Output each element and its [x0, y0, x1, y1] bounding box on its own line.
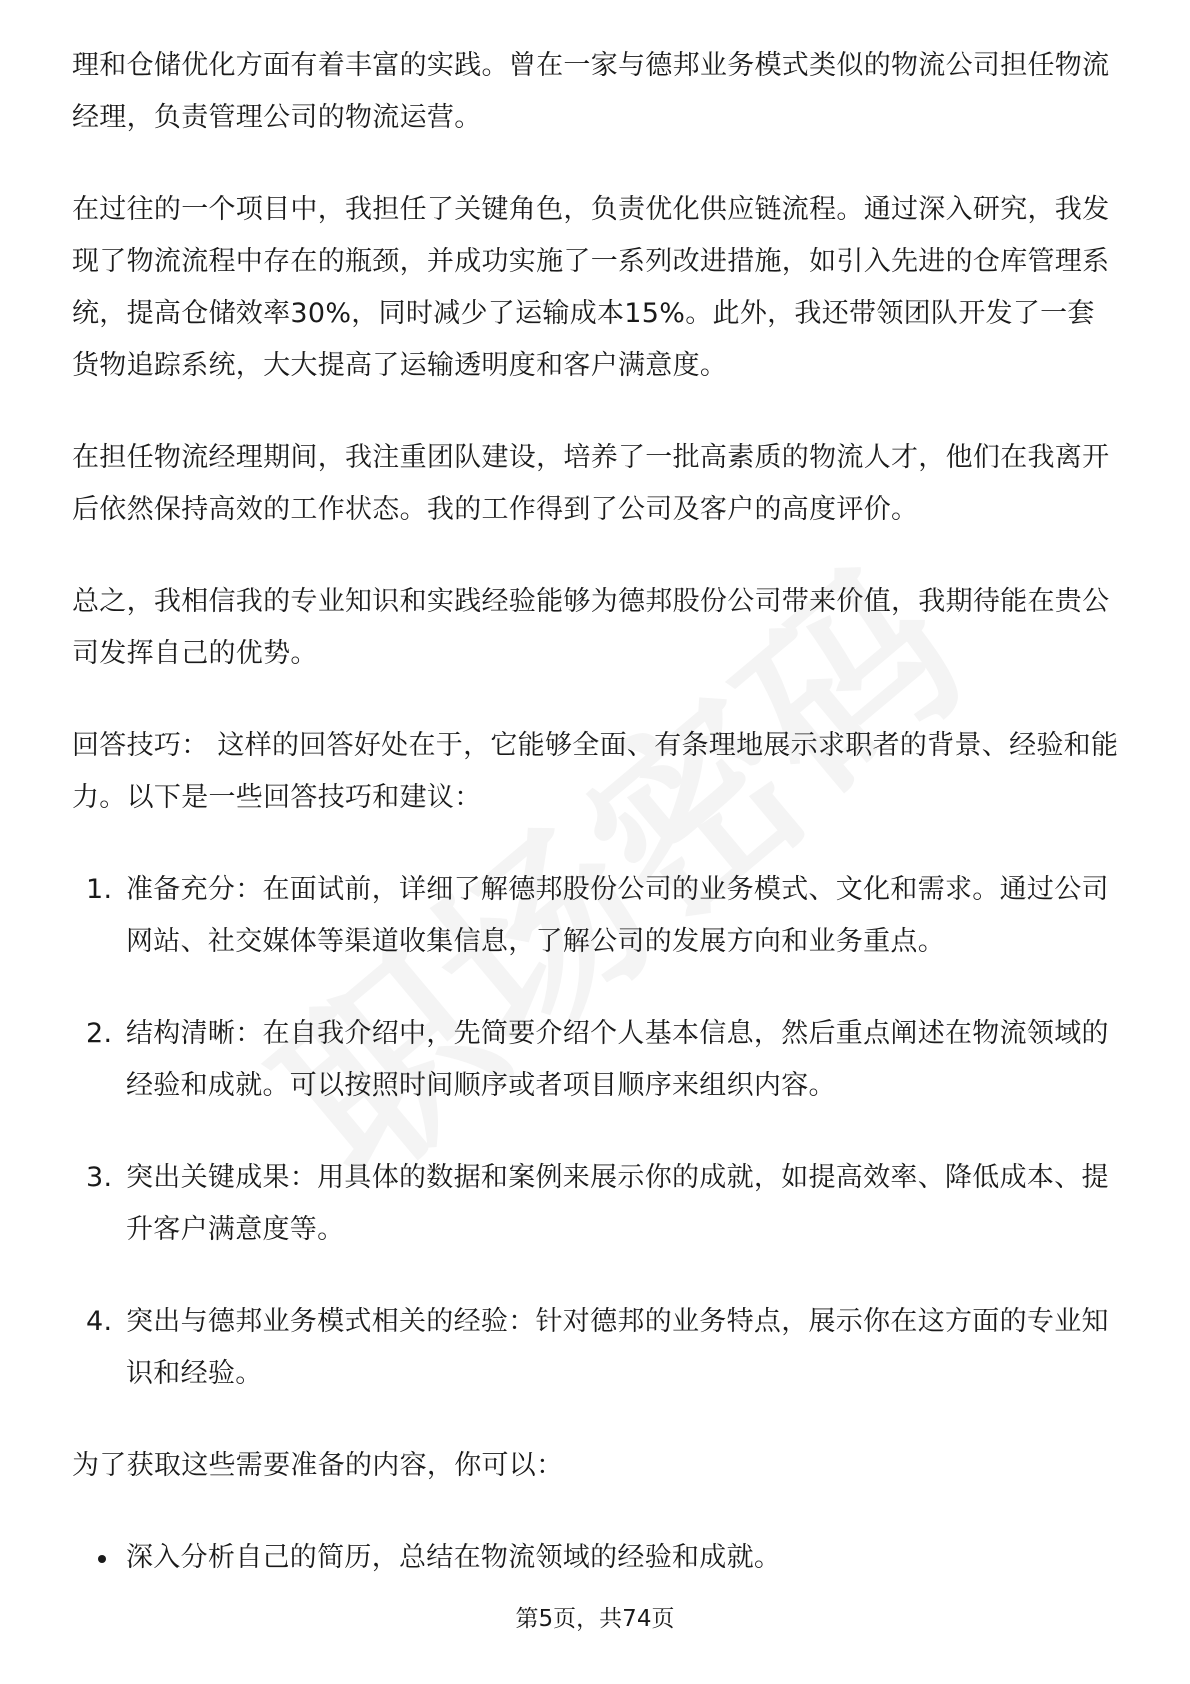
page-content	[72, 40, 1122, 1624]
list-item-text: 结构清晰：在自我介绍中，先简要介绍个人基本信息，然后重点阐述在物流领域的经验和成就。可以按照时间顺序或者项目顺序来组织内容。	[126, 1018, 1109, 1101]
list-number: 2.	[86, 1018, 113, 1049]
list-item-text: 突出关键成果：用具体的数据和案例来展示你的成就，如提高效率、降低成本、提升客户满意度等。	[126, 1162, 1109, 1245]
list-item	[72, 1152, 1122, 1256]
list-item	[72, 1296, 1122, 1400]
page-footer: 第5页，共74页	[515, 1606, 675, 1632]
list-number: 3.	[86, 1162, 113, 1193]
paragraph-answer-tips: 回答技巧： 这样的回答好处在于，它能够全面、有条理地展示求职者的背景、经验和能力。以下是一些回答技巧和建议：	[72, 730, 1119, 813]
paragraph-prep-intro: 为了获取这些需要准备的内容，你可以：	[72, 1450, 564, 1481]
list-number: 1.	[86, 874, 113, 905]
paragraph-conclusion: 总之，我相信我的专业知识和实践经验能够为德邦股份公司带来价值，我期待能在贵公司发挥自己的优势。	[72, 586, 1110, 669]
list-item-text: 深入分析自己的简历，总结在物流领域的经验和成就。	[126, 1542, 782, 1573]
list-item	[72, 864, 1122, 968]
list-item-text: 准备充分：在面试前，详细了解德邦股份公司的业务模式、文化和需求。通过公司网站、社交媒体等渠道收集信息，了解公司的发展方向和业务重点。	[126, 874, 1109, 957]
paragraph-intro-continuation: 理和仓储优化方面有着丰富的实践。曾在一家与德邦业务模式类似的物流公司担任物流经理，负责管理公司的物流运营。	[72, 50, 1110, 133]
tips-list	[72, 864, 1122, 1400]
list-item	[72, 1532, 1122, 1584]
list-item	[72, 1008, 1122, 1112]
prep-list	[72, 1532, 1122, 1584]
list-number: 4.	[86, 1306, 113, 1337]
paragraph-team: 在担任物流经理期间，我注重团队建设，培养了一批高素质的物流人才，他们在我离开后依然保持高效的工作状态。我的工作得到了公司及客户的高度评价。	[72, 442, 1110, 525]
list-item-text: 突出与德邦业务模式相关的经验：针对德邦的业务特点，展示你在这方面的专业知识和经验。	[126, 1306, 1109, 1389]
bullet-icon	[98, 1555, 106, 1563]
paragraph-project: 在过往的一个项目中，我担任了关键角色，负责优化供应链流程。通过深入研究，我发现了物流流程中存在的瓶颈，并成功实施了一系列改进措施，如引入先进的仓库管理系统，提高仓储效率30%，同时减少了运输成本15%。此外，我还带领团队开发了一套货物追踪系统，大大提高了运输透明度和客户满意度。	[72, 194, 1110, 381]
